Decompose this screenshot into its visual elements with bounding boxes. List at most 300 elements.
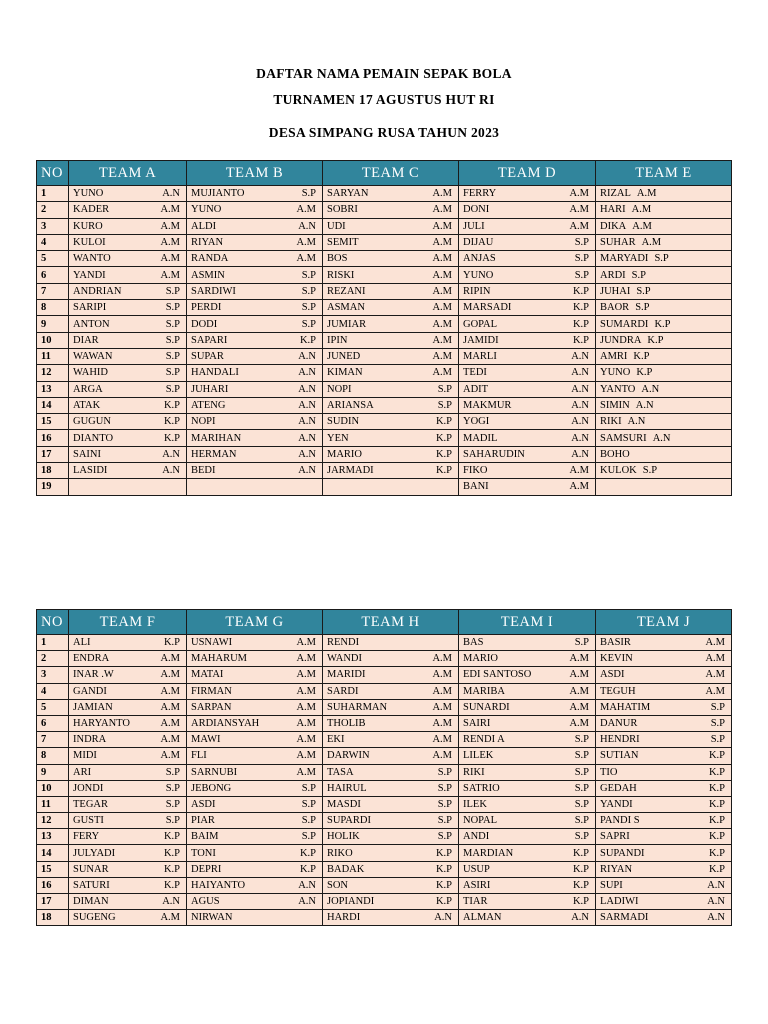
- player-name: KULOI: [73, 237, 106, 249]
- player-entry: [327, 219, 454, 234]
- player-entry: [191, 202, 318, 217]
- player-name: EKI: [327, 734, 345, 746]
- player-cell: [187, 446, 323, 462]
- player-entry: [600, 349, 727, 364]
- player-code: S.P: [574, 237, 589, 249]
- player-code: S.P: [574, 798, 589, 810]
- player-name: DODI: [191, 318, 218, 330]
- player-code: A.M: [160, 718, 180, 730]
- player-entry: [463, 829, 591, 844]
- row-number: 6: [37, 715, 69, 731]
- player-code: S.P: [165, 383, 180, 395]
- table-row: [37, 186, 732, 202]
- player-code: K.P: [708, 815, 725, 827]
- player-code: S.P: [631, 269, 646, 281]
- player-name: SARDI: [327, 685, 359, 697]
- player-entry: [327, 268, 454, 283]
- player-cell: [187, 332, 323, 348]
- player-name: ASDI: [191, 798, 216, 810]
- player-entry: [463, 365, 591, 380]
- player-name: HENDRI: [600, 734, 640, 746]
- player-name: ATAK: [73, 400, 101, 411]
- player-cell: [323, 651, 459, 667]
- player-code: K.P: [299, 847, 316, 859]
- player-cell: [596, 218, 732, 234]
- player-cell: [187, 796, 323, 812]
- player-cell: [187, 234, 323, 250]
- player-entry: [327, 667, 454, 682]
- player-code: A.M: [705, 653, 725, 665]
- player-cell: [187, 845, 323, 861]
- player-name: ADIT: [463, 383, 489, 395]
- player-entry: [191, 700, 318, 715]
- player-code: A.M: [432, 318, 452, 330]
- player-entry: [191, 894, 318, 909]
- player-cell: [459, 251, 596, 267]
- player-code: K.P: [299, 863, 316, 875]
- player-entry: [463, 479, 591, 494]
- player-cell: [596, 699, 732, 715]
- player-name: MARSADI: [463, 302, 512, 314]
- player-name: SEMIT: [327, 237, 359, 249]
- player-code: A.M: [432, 334, 452, 346]
- player-entry: [191, 797, 318, 812]
- player-name: GANDI: [73, 685, 107, 697]
- player-entry: [73, 862, 182, 877]
- player-entry: [191, 878, 318, 893]
- row-number: 1: [37, 635, 69, 651]
- player-cell: [596, 829, 732, 845]
- player-name: DIAR: [73, 334, 99, 346]
- row-number: 16: [37, 430, 69, 446]
- table-row: [37, 715, 732, 731]
- player-entry: [191, 186, 318, 201]
- row-number: 18: [37, 463, 69, 479]
- player-name: DIANTO: [73, 432, 114, 444]
- table-row: [37, 796, 732, 812]
- player-cell: [459, 699, 596, 715]
- player-name: NOPI: [191, 416, 216, 428]
- player-name: ANJAS: [463, 253, 496, 265]
- table-row: [37, 877, 732, 893]
- player-code: A.M: [296, 653, 316, 665]
- player-cell: [69, 796, 187, 812]
- player-name: YUNO: [600, 367, 631, 379]
- player-name: JARMADI: [327, 465, 374, 477]
- player-name: PERDI: [191, 302, 222, 314]
- player-entry: [600, 765, 727, 780]
- player-name: SIMIN: [600, 400, 630, 411]
- player-entry: [600, 894, 727, 909]
- player-entry: [600, 284, 727, 299]
- player-code: A.N: [298, 448, 316, 460]
- player-code: A.N: [571, 367, 589, 379]
- player-entry: [73, 829, 182, 844]
- player-name: MARLI: [463, 351, 497, 363]
- player-entry: [600, 463, 727, 478]
- player-code: K.P: [708, 782, 725, 794]
- team-header: TEAM J: [596, 610, 732, 635]
- row-number: 7: [37, 283, 69, 299]
- table-row: [37, 463, 732, 479]
- player-cell: [596, 430, 732, 446]
- player-code: A.M: [160, 750, 180, 762]
- player-name: AGUS: [191, 896, 220, 908]
- player-code: A.N: [298, 465, 316, 477]
- player-entry: [327, 829, 454, 844]
- player-cell: [459, 748, 596, 764]
- player-code: A.N: [707, 879, 725, 891]
- player-code: S.P: [437, 831, 452, 843]
- player-name: SAINI: [73, 448, 101, 460]
- player-entry: [191, 431, 318, 446]
- player-cell: [323, 202, 459, 218]
- player-name: YUNO: [191, 204, 222, 216]
- player-cell: [323, 796, 459, 812]
- row-number: 9: [37, 764, 69, 780]
- player-entry: [191, 765, 318, 780]
- player-code: K.P: [163, 831, 180, 843]
- player-entry: [600, 829, 727, 844]
- player-code: K.P: [572, 302, 589, 314]
- player-entry: [463, 398, 591, 413]
- player-cell: [596, 332, 732, 348]
- player-code: A.M: [160, 669, 180, 681]
- player-entry: [191, 365, 318, 380]
- player-cell: [323, 348, 459, 364]
- player-entry: [327, 635, 454, 650]
- player-code: K.P: [435, 896, 452, 908]
- player-entry: [463, 317, 591, 332]
- player-code: A.M: [296, 637, 316, 649]
- player-name: SAMSURI: [600, 432, 647, 444]
- player-name: BEDI: [191, 465, 216, 477]
- player-code: A.M: [160, 912, 180, 924]
- player-name: MAHARUM: [191, 653, 248, 665]
- player-name: HERMAN: [191, 448, 237, 460]
- player-code: A.M: [160, 701, 180, 713]
- player-code: K.P: [633, 351, 650, 363]
- player-entry: [327, 317, 454, 332]
- player-cell: [596, 283, 732, 299]
- player-entry: [463, 732, 591, 747]
- player-name: SON: [327, 879, 349, 891]
- table-row: [37, 845, 732, 861]
- player-cell: [596, 267, 732, 283]
- row-number: 17: [37, 894, 69, 910]
- player-name: MARDIAN: [463, 847, 514, 859]
- player-cell: [323, 894, 459, 910]
- player-cell: [187, 251, 323, 267]
- player-code: K.P: [435, 879, 452, 891]
- player-entry: [73, 235, 182, 250]
- player-cell: [187, 732, 323, 748]
- player-entry: [191, 414, 318, 429]
- player-entry: [600, 431, 727, 446]
- row-number: 18: [37, 910, 69, 926]
- team-header: TEAM E: [596, 161, 732, 186]
- player-name: LASIDI: [73, 465, 108, 477]
- player-entry: [191, 463, 318, 478]
- row-number: 10: [37, 332, 69, 348]
- table-row: [37, 446, 732, 462]
- player-entry: [463, 813, 591, 828]
- player-cell: [187, 780, 323, 796]
- team-header: TEAM C: [323, 161, 459, 186]
- player-code: A.M: [432, 253, 452, 265]
- player-name: YANTO: [600, 383, 636, 395]
- player-cell: [69, 414, 187, 430]
- player-name: RIZAL: [600, 188, 631, 200]
- player-cell: [459, 300, 596, 316]
- player-cell: [596, 234, 732, 250]
- player-cell: [69, 267, 187, 283]
- player-cell: [459, 234, 596, 250]
- player-name: TIAR: [463, 896, 488, 908]
- player-name: SUNARDI: [463, 701, 510, 713]
- player-cell: [69, 283, 187, 299]
- player-code: A.N: [571, 416, 589, 428]
- player-name: THOLIB: [327, 718, 366, 730]
- player-cell: [187, 186, 323, 202]
- player-cell: [596, 651, 732, 667]
- row-number: 14: [37, 845, 69, 861]
- player-cell: [596, 479, 732, 495]
- player-code: A.M: [160, 204, 180, 216]
- player-cell: [69, 780, 187, 796]
- row-number: 2: [37, 202, 69, 218]
- player-cell: [323, 365, 459, 381]
- player-code: S.P: [574, 253, 589, 265]
- player-entry: [327, 333, 454, 348]
- player-name: HOLIK: [327, 831, 360, 843]
- player-code: A.M: [296, 237, 316, 249]
- player-name: WAHID: [73, 367, 108, 379]
- player-entry: [327, 463, 454, 478]
- player-cell: [323, 715, 459, 731]
- player-name: BOHO: [600, 448, 630, 460]
- player-code: A.N: [162, 896, 180, 908]
- player-entry: [191, 635, 318, 650]
- player-code: S.P: [301, 188, 316, 200]
- player-name: SAIRI: [463, 718, 491, 730]
- player-name: LILEK: [463, 750, 494, 762]
- player-entry: [463, 910, 591, 925]
- player-name: NIRWAN: [191, 912, 233, 924]
- player-name: MARIHAN: [191, 432, 242, 444]
- player-name: MARIO: [463, 653, 499, 665]
- player-entry: [191, 317, 318, 332]
- player-entry: [463, 781, 591, 796]
- player-cell: [596, 463, 732, 479]
- player-code: A.N: [571, 383, 589, 395]
- player-name: SUGENG: [73, 912, 116, 924]
- player-entry: [73, 382, 182, 397]
- player-name: DANUR: [600, 718, 638, 730]
- player-code: A.M: [569, 204, 589, 216]
- player-cell: [69, 202, 187, 218]
- player-code: A.M: [160, 685, 180, 697]
- player-entry: [191, 781, 318, 796]
- player-name: YEN: [327, 432, 349, 444]
- player-cell: [459, 764, 596, 780]
- player-cell: [187, 748, 323, 764]
- player-entry: [463, 431, 591, 446]
- player-cell: [323, 300, 459, 316]
- player-cell: [323, 381, 459, 397]
- player-code: A.M: [569, 220, 589, 232]
- row-number: 5: [37, 699, 69, 715]
- player-entry: [327, 846, 454, 861]
- player-code: A.M: [432, 204, 452, 216]
- row-number: 10: [37, 780, 69, 796]
- player-entry: [73, 414, 182, 429]
- player-entry: [600, 651, 727, 666]
- player-entry: [327, 684, 454, 699]
- player-entry: [600, 862, 727, 877]
- player-name: SARYAN: [327, 188, 369, 200]
- player-name: IPIN: [327, 334, 348, 346]
- player-name: TASA: [327, 766, 354, 778]
- player-name: FERY: [73, 831, 100, 843]
- player-cell: [459, 813, 596, 829]
- player-entry: [73, 349, 182, 364]
- player-entry: [327, 398, 454, 413]
- player-code: A.M: [569, 669, 589, 681]
- player-cell: [323, 251, 459, 267]
- player-cell: [323, 430, 459, 446]
- player-name: GUGUN: [73, 416, 111, 428]
- player-name: ALI: [73, 637, 91, 649]
- table-row: [37, 861, 732, 877]
- player-code: K.P: [708, 798, 725, 810]
- player-code: A.N: [571, 448, 589, 460]
- row-number: 1: [37, 186, 69, 202]
- player-cell: [69, 894, 187, 910]
- player-code: A.M: [432, 734, 452, 746]
- player-cell: [187, 683, 323, 699]
- player-entry: [73, 268, 182, 283]
- player-entry: [327, 813, 454, 828]
- player-entry: [463, 235, 591, 250]
- player-code: A.M: [296, 685, 316, 697]
- player-entry: [73, 732, 182, 747]
- player-name: HANDALI: [191, 367, 239, 379]
- player-name: SUNAR: [73, 863, 109, 875]
- table-header-row: [37, 610, 732, 635]
- player-code: S.P: [165, 285, 180, 297]
- player-name: JAMIDI: [463, 334, 499, 346]
- player-name: PANDI S: [600, 815, 640, 827]
- player-cell: [596, 732, 732, 748]
- player-entry: [600, 317, 727, 332]
- player-name: SUPAR: [191, 351, 224, 363]
- player-code: K.P: [163, 637, 180, 649]
- player-cell: [323, 861, 459, 877]
- player-entry: [191, 382, 318, 397]
- player-name: TEDI: [463, 367, 487, 379]
- row-number: 11: [37, 796, 69, 812]
- player-name: MIDI: [73, 750, 97, 762]
- player-entry: [191, 829, 318, 844]
- player-code: K.P: [572, 896, 589, 908]
- player-cell: [69, 365, 187, 381]
- player-name: INDRA: [73, 734, 107, 746]
- player-name: INAR .W: [73, 669, 114, 681]
- table-row: [37, 748, 732, 764]
- team-header: TEAM I: [459, 610, 596, 635]
- player-entry: [73, 910, 182, 925]
- player-code: S.P: [165, 302, 180, 314]
- player-entry: [73, 317, 182, 332]
- player-cell: [187, 894, 323, 910]
- player-name: SUPI: [600, 879, 623, 891]
- player-code: S.P: [574, 831, 589, 843]
- player-cell: [69, 446, 187, 462]
- player-code: S.P: [165, 334, 180, 346]
- player-name: ASIRI: [463, 879, 491, 891]
- player-entry: [191, 748, 318, 763]
- player-code: A.N: [707, 896, 725, 908]
- player-entry: [600, 667, 727, 682]
- player-code: S.P: [574, 637, 589, 649]
- player-cell: [187, 651, 323, 667]
- document-title: DAFTAR NAMA PEMAIN SEPAK BOLA: [256, 66, 512, 81]
- player-code: A.M: [705, 669, 725, 681]
- player-cell: [187, 430, 323, 446]
- player-name: SUMARDI: [600, 318, 649, 330]
- player-cell: [596, 894, 732, 910]
- player-name: USUP: [463, 863, 490, 875]
- player-code: K.P: [708, 847, 725, 859]
- player-entry: [327, 431, 454, 446]
- row-number: 16: [37, 877, 69, 893]
- player-name: WANTO: [73, 253, 111, 265]
- player-name: DIJAU: [463, 237, 494, 249]
- player-cell: [187, 283, 323, 299]
- player-name: EDI SANTOSO: [463, 669, 532, 681]
- player-cell: [323, 332, 459, 348]
- player-code: A.M: [569, 653, 589, 665]
- player-entry: [73, 202, 182, 217]
- player-cell: [459, 829, 596, 845]
- table-row: [37, 813, 732, 829]
- player-name: MAHATIM: [600, 701, 651, 713]
- player-name: MAWI: [191, 734, 221, 746]
- player-entry: [73, 431, 182, 446]
- player-name: HARI: [600, 204, 626, 216]
- table-row: [37, 316, 732, 332]
- player-code: A.M: [160, 237, 180, 249]
- player-entry: [191, 251, 318, 266]
- player-code: S.P: [301, 318, 316, 330]
- player-cell: [323, 667, 459, 683]
- player-entry: [73, 251, 182, 266]
- player-code: S.P: [710, 701, 725, 713]
- player-cell: [323, 414, 459, 430]
- player-name: NOPI: [327, 383, 352, 395]
- player-name: FIRMAN: [191, 685, 232, 697]
- player-code: K.P: [299, 334, 316, 346]
- player-code: S.P: [165, 782, 180, 794]
- player-entry: [327, 186, 454, 201]
- player-name: SUHARMAN: [327, 701, 388, 713]
- player-name: JOPIANDI: [327, 896, 375, 908]
- player-name: RIKI: [600, 416, 622, 428]
- player-code: S.P: [165, 815, 180, 827]
- player-name: USNAWI: [191, 637, 233, 649]
- player-entry: [327, 862, 454, 877]
